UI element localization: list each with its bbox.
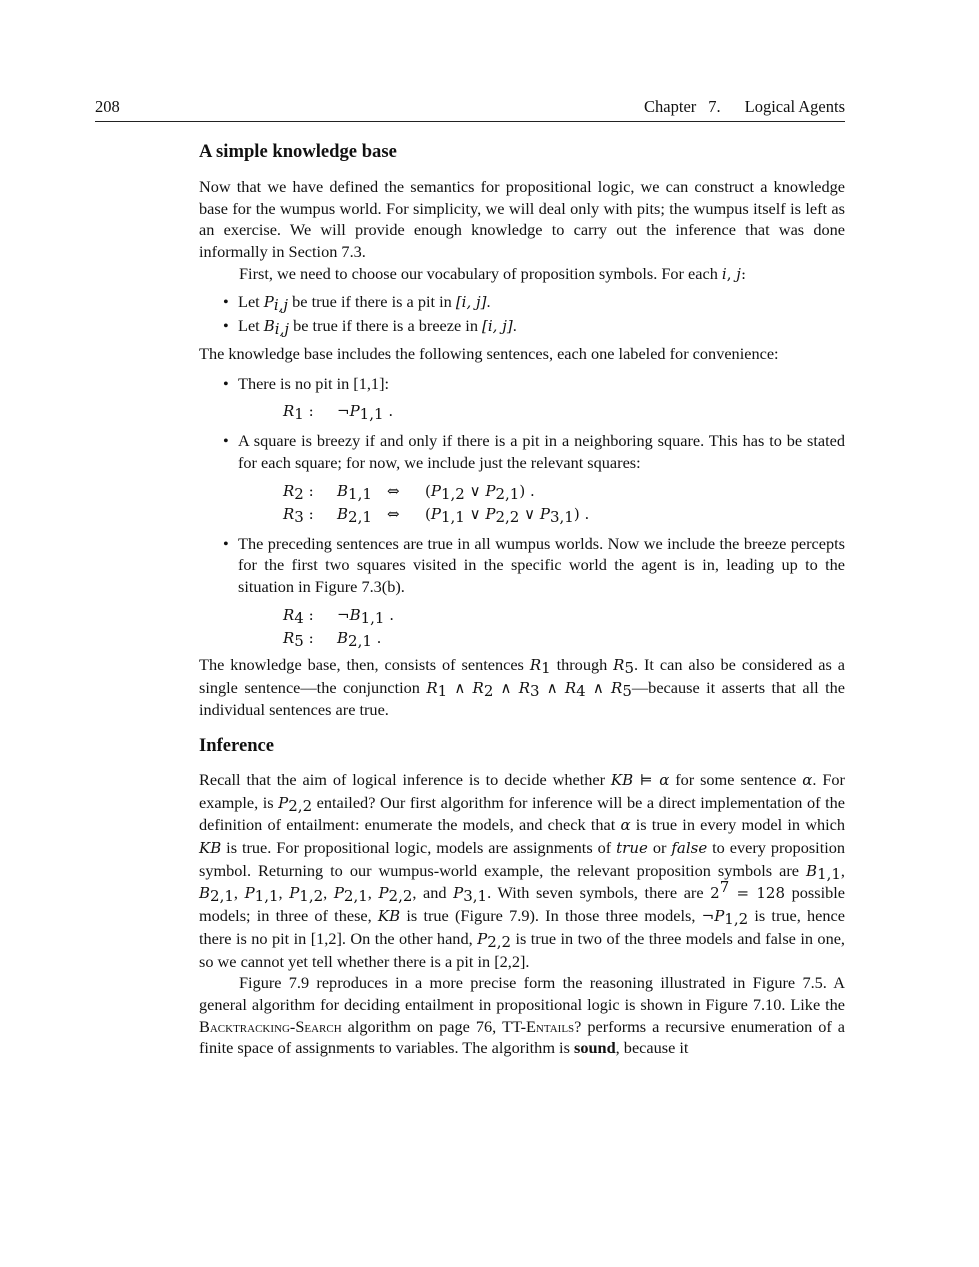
section-heading-knowledge-base: A simple knowledge base xyxy=(199,141,397,162)
paragraph: Now that we have defined the semantics for propositional logic, we can construct a knowledge base for the wumpus world. For simplicity, we will deal only with pits; the wumpus itself is left as an exercise. We will provide enough knowledge to carry out the inference that was done informally in Section 7.3. xyxy=(199,177,845,262)
list-item: • Let $P_{i,j}$ be true if there is a pit in [i, j]. xyxy=(223,291,491,314)
symbol-definition-list xyxy=(199,291,845,338)
section-heading-inference: Inference xyxy=(199,734,275,756)
paragraph: The knowledge base, then, consists of sentences $R_1$ through $R_5$. It can also be considered as a single sentence—the conjunction $R_1$ ∧ $R_2$ ∧ $R_3$ ∧ $R_4$ ∧ $R_5—because$ it asserts that all the individual sentences are true. xyxy=(199,654,846,720)
bullet-icon: • xyxy=(223,533,229,553)
page-body xyxy=(199,140,845,1059)
list-item: • A square is breezy if and only if there is a pit in a neighboring square. This has to be stated for each square; for now, we include just the relevant squares: xyxy=(223,431,845,473)
sentence-list xyxy=(199,533,845,598)
list-item: • Let $B_{i,j}$ be true if there is a breeze in [i, j]. xyxy=(223,316,517,339)
running-title: Chapter 7. Logical Agents xyxy=(644,97,845,116)
running-header xyxy=(95,95,845,122)
bullet-icon: • xyxy=(223,431,229,451)
equation-r3: $R_3$ : $B_{2,1}$ ⇔ ($P_{1,1}$ ∨ $P_{2,2}$ ∨ $P_{3,1}$) . xyxy=(283,504,590,526)
paragraph: The knowledge base includes the following sentences, each one labeled for convenience: xyxy=(199,343,779,363)
sentence-list xyxy=(199,430,845,473)
equation-r1: $R_1$ : $\neg P_{1,1}$ . xyxy=(283,402,394,424)
bullet-icon: • xyxy=(223,291,229,311)
paragraph: Recall that the aim of logical inference is to decide whether KB ⊨ α for some sentence α. For example, is $P_{2,2}$ entailed? Our first algorithm for inference will be a direct implementation of the definition of entailment: enumerate the models, and check that α is true in every model in which KB is true. For propositional logic, models are assignments of true or false to every proposition symbol. Returning to our wumpus-world example, the relevant proposition symbols are $B_{1,1}$, $B_{2,1}$, $P_{1,1}$, $P_{1,2}$, $P_{2,1}$, $P_{2,2}$, and $P_{3,1}$. With seven symbols, there are $2^7 = 128$ possible models; in three of these, KB is true (Figure 7.9). In those three models, $\neg P_{1,2}$ is true, hence there is no pit in [1,2]. On the other hand, $P_{2,2}$ is true in two of the three models and false in one, so we cannot yet tell whether there is a pit in [2,2]. xyxy=(199,769,846,971)
bullet-icon: • xyxy=(223,316,229,336)
paragraph: Figure 7.9 reproduces in a more precise form the reasoning illustrated in Figure 7.5. A general algorithm for deciding entailment in propositional logic is shown in Figure 7.10. Like the Backtracking-Search algorithm on page 76, TT-Entails? performs a recursive enumeration of a finite space of assignments to variables. The algorithm is sound, because it xyxy=(199,973,845,1058)
list-item: • There is no pit in [1,1]: xyxy=(223,373,390,393)
bullet-icon: • xyxy=(223,373,229,393)
paragraph: First, we need to choose our vocabulary of proposition symbols. For each i, j: xyxy=(239,263,746,283)
equation-r4: $R_4$ : $\neg B_{1,1}$ . xyxy=(283,605,395,627)
list-item: • The preceding sentences are true in all wumpus worlds. Now we include the breeze percepts for the first two squares visited in the specific world the agent is in, leading up to the situation in Figure 7.3(b). xyxy=(223,533,845,597)
page-number: 208 xyxy=(95,97,120,116)
sentence-list xyxy=(199,373,845,395)
equation-r2: $R_2$ : $B_{1,1}$ ⇔ ($P_{1,2}$ ∨ $P_{2,1}$) . xyxy=(283,481,535,503)
equation-r5: $R_5$ : $B_{2,1}$ . xyxy=(283,628,382,650)
